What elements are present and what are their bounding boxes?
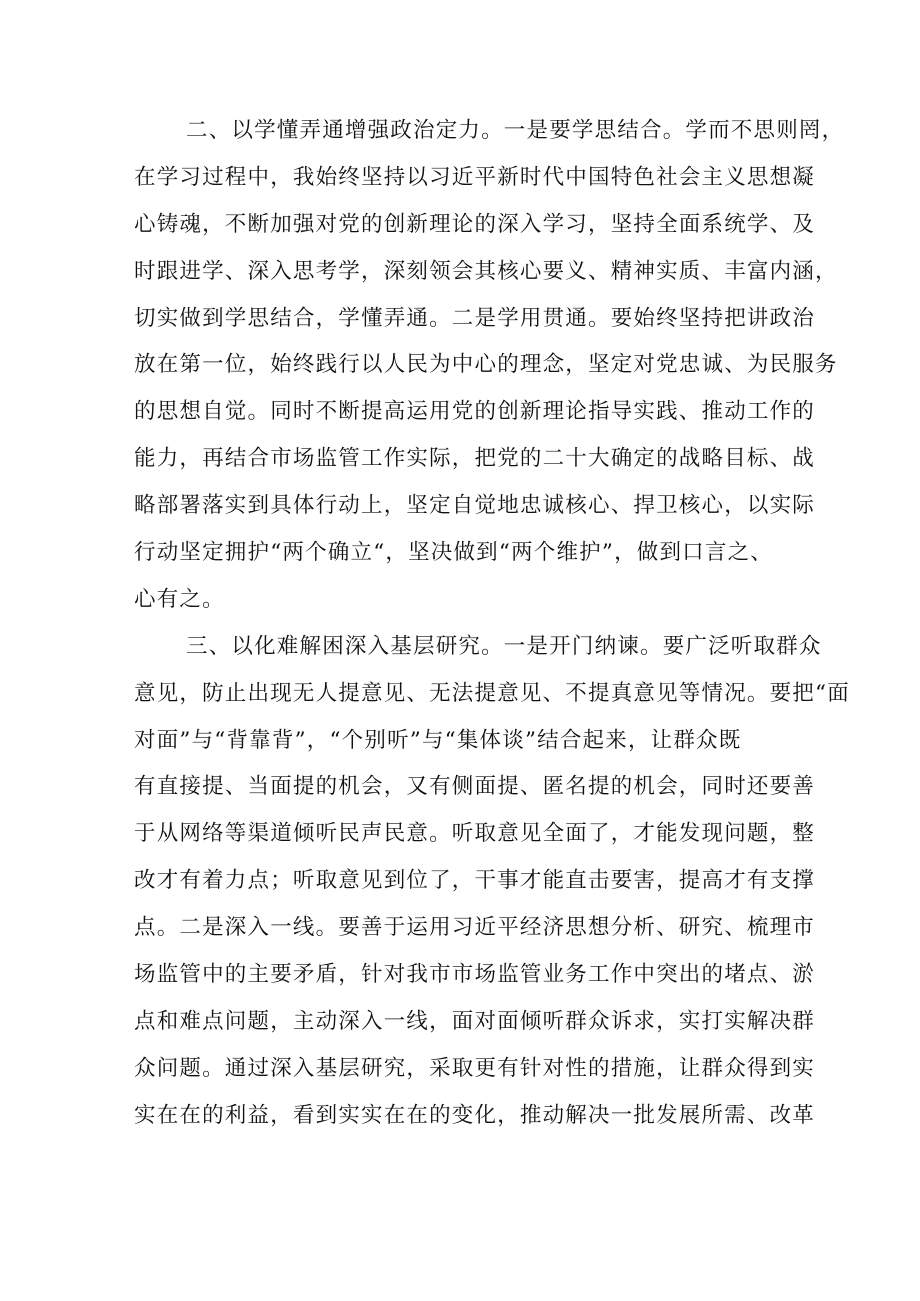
- paragraph-line: 放在第一位，始终践行以人民为中心的理念，坚定对党忠诚、为民服务: [134, 352, 838, 378]
- paragraph-line: 的思想自觉。同时不断提高运用党的创新理论指导实践、推动工作的: [134, 399, 816, 425]
- paragraph-line: 对面”与“背靠背”，“个别听”与“集体谈”结合起来，让群众既: [134, 727, 742, 753]
- paragraph-line: 心铸魂，不断加强对党的创新理论的深入学习，坚持全面系统学、及: [134, 211, 816, 237]
- paragraph-line: 三、以化难解困深入基层研究。一是开门纳谏。要广泛听取群众: [186, 633, 822, 659]
- paragraph-line: 能力，再结合市场监管工作实际，把党的二十大确定的战略目标、战: [134, 446, 816, 472]
- paragraph-line: 点。二是深入一线。要善于运用习近平经济思想分析、研究、梳理市: [134, 915, 816, 941]
- paragraph-line: 众问题。通过深入基层研究，采取更有针对性的措施，让群众得到实: [134, 1055, 816, 1081]
- paragraph-line: 心有之。: [134, 586, 225, 612]
- paragraph-line: 切实做到学思结合，学懂弄通。二是学用贯通。要始终坚持把讲政治: [134, 305, 816, 331]
- paragraph-line: 行动坚定拥护“两个确立“，坚决做到“两个维护”，做到口言之、: [134, 540, 773, 566]
- paragraph-line: 改才有着力点；听取意见到位了，干事才能直击要害，提高才有支撑: [134, 868, 816, 894]
- paragraph-line: 意见，防止出现无人提意见、无法提意见、不提真意见等情况。要把“面: [134, 680, 850, 706]
- paragraph-line: 点和难点问题，主动深入一线，面对面倾听群众诉求，实打实解决群: [134, 1008, 816, 1034]
- paragraph-line: 二、以学懂弄通增强政治定力。一是要学思结合。学而不思则罔，: [186, 118, 845, 143]
- paragraph-line: 实在在的利益，看到实实在在的变化，推动解决一批发展所需、改革: [134, 1102, 816, 1128]
- paragraph-line: 场监管中的主要矛盾，针对我市市场监管业务工作中突出的堵点、淤: [134, 962, 816, 988]
- paragraph-line: 于从网络等渠道倾听民声民意。听取意见全面了，才能发现问题，整: [134, 821, 816, 847]
- paragraph-section-three: [134, 624, 850, 1140]
- paragraph-line: 在学习过程中，我始终坚持以习近平新时代中国特色社会主义思想凝: [134, 164, 816, 190]
- paragraph-line: 时跟进学、深入思考学，深刻领会其核心要义、精神实质、丰富内涵，: [134, 258, 838, 284]
- document-body: [134, 108, 850, 1140]
- paragraph-line: 有直接提、当面提的机会，又有侧面提、匿名提的机会，同时还要善: [134, 774, 816, 800]
- paragraph-line: 略部署落实到具体行动上，坚定自觉地忠诚核心、捍卫核心，以实际: [134, 493, 816, 519]
- paragraph-section-two: [134, 108, 845, 624]
